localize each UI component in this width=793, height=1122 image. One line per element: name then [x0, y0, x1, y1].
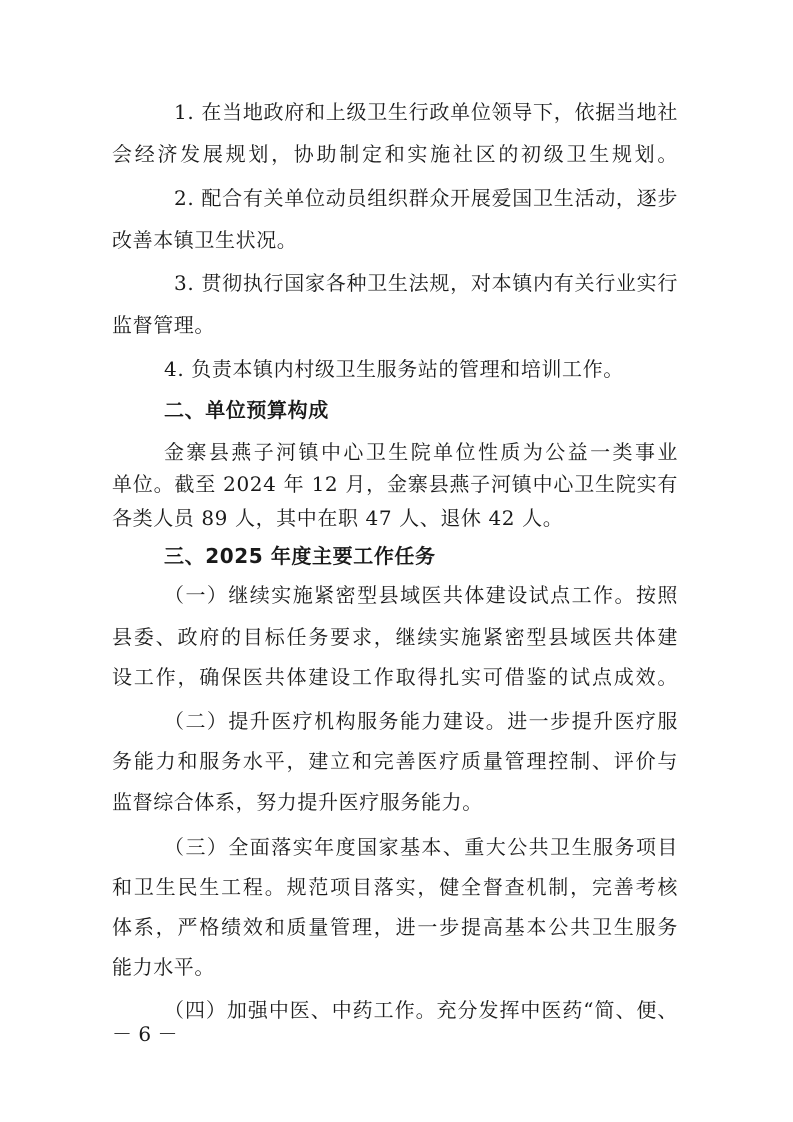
paragraph-2-line-2: 改善本镇卫生状况。	[112, 228, 298, 252]
paragraph-3-line-1: 3. 贯彻执行国家各种卫生法规，对本镇内有关行业实行	[174, 271, 678, 295]
budget-paragraph-line-1: 金寨县燕子河镇中心卫生院单位性质为公益一类事业	[164, 440, 678, 464]
task-1-line-1: （一）继续实施紧密型县域医共体建设试点工作。按照	[164, 583, 678, 607]
paragraph-4-line-1: 4. 负责本镇内村级卫生服务站的管理和培训工作。	[164, 357, 624, 381]
task-2-line-1: （二）提升医疗机构服务能力建设。进一步提升医疗服	[164, 709, 678, 733]
task-2-line-3: 监督综合体系，努力提升医疗服务能力。	[112, 790, 483, 814]
paragraph-1-line-2: 会经济发展规划，协助制定和实施社区的初级卫生规划。	[112, 142, 678, 166]
task-3-line-3: 体系，严格绩效和质量管理，进一步提高基本公共卫生服务	[112, 915, 678, 939]
paragraph-3-line-2: 监督管理。	[112, 313, 215, 337]
task-3-line-4: 能力水平。	[112, 955, 215, 979]
task-1-line-3: 设工作，确保医共体建设工作取得扎实可借鉴的试点成效。	[112, 665, 678, 689]
task-1-line-2: 县委、政府的目标任务要求，继续实施紧密型县域医共体建	[112, 625, 678, 649]
page-number: － 6 －	[112, 1022, 178, 1046]
task-3-line-1: （三）全面落实年度国家基本、重大公共卫生服务项目	[164, 835, 678, 859]
task-2-line-2: 务能力和服务水平，建立和完善医疗质量管理控制、评价与	[112, 749, 678, 773]
paragraph-2-line-1: 2. 配合有关单位动员组织群众开展爱国卫生活动，逐步	[174, 186, 678, 210]
paragraph-1-line-1: 1. 在当地政府和上级卫生行政单位领导下，依据当地社	[174, 100, 678, 124]
section-heading-budget: 二、单位预算构成	[164, 398, 329, 422]
budget-paragraph-line-3: 各类人员 89 人，其中在职 47 人、退休 42 人。	[112, 506, 564, 530]
task-3-line-2: 和卫生民生工程。规范项目落实，健全督查机制，完善考核	[112, 875, 678, 899]
budget-paragraph-line-2: 单位。截至 2024 年 12 月，金寨县燕子河镇中心卫生院实有	[112, 472, 678, 496]
section-heading-tasks: 三、2025 年度主要工作任务	[164, 544, 436, 568]
task-4-line-1: （四）加强中医、中药工作。充分发挥中医药“简、便、	[164, 998, 678, 1022]
